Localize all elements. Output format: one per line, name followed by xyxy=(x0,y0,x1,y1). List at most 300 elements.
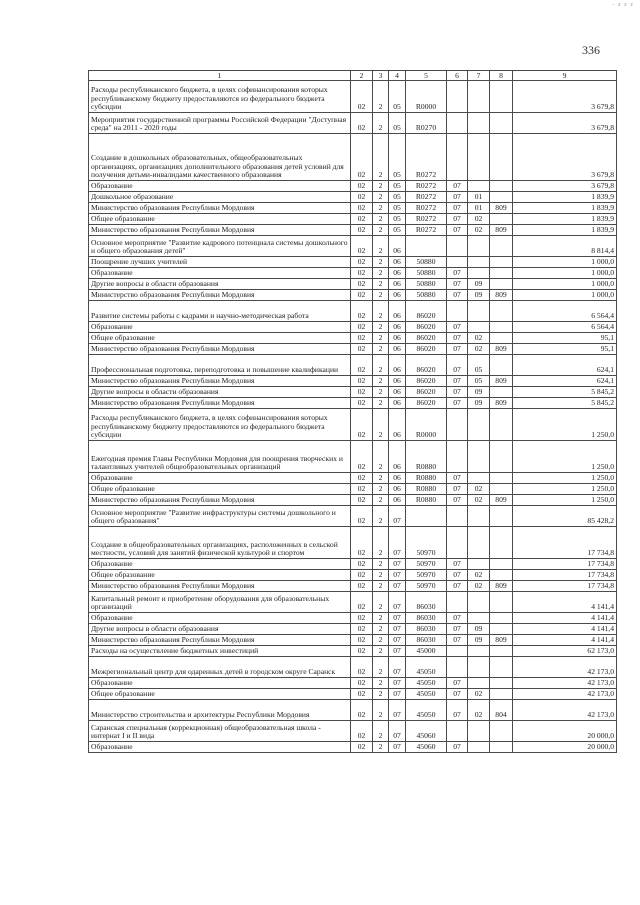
row-code-c8 xyxy=(490,301,513,322)
row-code-c5: 86020 xyxy=(406,322,447,333)
row-amount: 1 839,9 xyxy=(513,203,617,214)
row-code-c2: 02 xyxy=(351,376,373,387)
row-code-c5: 50970 xyxy=(406,581,447,592)
row-amount: 4 141,4 xyxy=(513,635,617,646)
row-code-c4: 06 xyxy=(389,290,406,301)
row-amount: 3 679,8 xyxy=(513,181,617,192)
row-code-c2: 02 xyxy=(351,181,373,192)
row-code-c5: R0000 xyxy=(406,409,447,441)
row-code-c3: 2 xyxy=(373,409,389,441)
row-amount: 17 734,8 xyxy=(513,559,617,570)
row-code-c5: 45060 xyxy=(406,721,447,742)
row-code-c3: 2 xyxy=(373,473,389,484)
row-amount: 42 173,0 xyxy=(513,689,617,700)
row-code-c3: 2 xyxy=(373,700,389,721)
row-amount: 624,1 xyxy=(513,355,617,376)
row-code-c7: 02 xyxy=(468,581,490,592)
row-code-c8: 809 xyxy=(490,581,513,592)
row-code-c4: 07 xyxy=(389,657,406,678)
row-code-c4: 07 xyxy=(389,581,406,592)
row-code-c6 xyxy=(447,236,468,257)
table-row xyxy=(89,192,617,203)
row-code-c3: 2 xyxy=(373,441,389,473)
row-code-c3: 2 xyxy=(373,355,389,376)
header-cell: 2 xyxy=(351,71,373,81)
row-amount: 1 000,0 xyxy=(513,257,617,268)
row-code-c2: 02 xyxy=(351,225,373,236)
row-code-c3: 2 xyxy=(373,214,389,225)
row-code-c5: 86020 xyxy=(406,355,447,376)
row-code-c7: 09 xyxy=(468,635,490,646)
row-code-c8 xyxy=(490,570,513,581)
row-amount: 1 000,0 xyxy=(513,290,617,301)
row-code-c5: R0270 xyxy=(406,113,447,134)
row-code-c7 xyxy=(468,81,490,113)
row-code-c8 xyxy=(490,742,513,753)
row-code-c2: 02 xyxy=(351,635,373,646)
table-row xyxy=(89,635,617,646)
row-code-c7 xyxy=(468,181,490,192)
row-code-c2: 02 xyxy=(351,473,373,484)
row-code-c8 xyxy=(490,657,513,678)
row-name: Капитальный ремонт и приобретение оборудования для образовательных организаций xyxy=(89,592,351,613)
row-code-c8 xyxy=(490,333,513,344)
row-code-c5: 86020 xyxy=(406,301,447,322)
row-code-c3: 2 xyxy=(373,495,389,506)
row-code-c6: 07 xyxy=(447,495,468,506)
row-code-c4: 07 xyxy=(389,678,406,689)
row-code-c7: 01 xyxy=(468,192,490,203)
table-row xyxy=(89,441,617,473)
row-name: Общее образование xyxy=(89,214,351,225)
row-amount: 20 000,0 xyxy=(513,742,617,753)
row-name: Расходы республиканского бюджета, в целях софинансирования которых республиканскому бюджету предоставляются из федерального бюджета субсидии xyxy=(89,409,351,441)
row-code-c8 xyxy=(490,387,513,398)
row-code-c2: 02 xyxy=(351,495,373,506)
row-name: Министерство образования Республики Мордовия xyxy=(89,225,351,236)
header-cell: 4 xyxy=(389,71,406,81)
row-code-c7 xyxy=(468,646,490,657)
header-cell: 9 xyxy=(513,71,617,81)
row-code-c5: 45000 xyxy=(406,646,447,657)
row-code-c4: 06 xyxy=(389,409,406,441)
row-code-c8 xyxy=(490,689,513,700)
row-code-c5: 45050 xyxy=(406,700,447,721)
row-code-c8: 809 xyxy=(490,398,513,409)
row-code-c8 xyxy=(490,409,513,441)
table-row xyxy=(89,678,617,689)
row-code-c6: 07 xyxy=(447,290,468,301)
row-code-c2: 02 xyxy=(351,409,373,441)
table-row xyxy=(89,322,617,333)
row-amount: 17 734,8 xyxy=(513,581,617,592)
row-code-c6: 07 xyxy=(447,181,468,192)
row-code-c6 xyxy=(447,721,468,742)
row-code-c8: 809 xyxy=(490,495,513,506)
row-name: Образование xyxy=(89,268,351,279)
row-name: Поощрение лучших учителей xyxy=(89,257,351,268)
table-row xyxy=(89,236,617,257)
row-code-c2: 02 xyxy=(351,192,373,203)
row-code-c3: 2 xyxy=(373,113,389,134)
row-code-c6 xyxy=(447,592,468,613)
row-code-c7 xyxy=(468,657,490,678)
row-name: Развитие системы работы с кадрами и научно-методическая работа xyxy=(89,301,351,322)
row-code-c5: 50880 xyxy=(406,279,447,290)
row-code-c4: 06 xyxy=(389,257,406,268)
row-code-c6 xyxy=(447,113,468,134)
row-amount: 1 250,0 xyxy=(513,495,617,506)
row-code-c4: 06 xyxy=(389,376,406,387)
row-code-c8 xyxy=(490,322,513,333)
table-row xyxy=(89,624,617,635)
row-code-c6: 07 xyxy=(447,355,468,376)
table-row xyxy=(89,742,617,753)
row-amount: 1 839,9 xyxy=(513,214,617,225)
row-name: Министерство образования Республики Мордовия xyxy=(89,581,351,592)
row-name: Общее образование xyxy=(89,689,351,700)
row-code-c5: 45050 xyxy=(406,678,447,689)
table-row xyxy=(89,214,617,225)
row-code-c2: 02 xyxy=(351,134,373,181)
row-code-c4: 07 xyxy=(389,592,406,613)
row-code-c2: 02 xyxy=(351,506,373,527)
row-code-c4: 07 xyxy=(389,506,406,527)
row-code-c8 xyxy=(490,268,513,279)
row-code-c8 xyxy=(490,506,513,527)
row-code-c7: 09 xyxy=(468,387,490,398)
row-amount: 5 845,2 xyxy=(513,387,617,398)
table-row xyxy=(89,333,617,344)
row-name: Общее образование xyxy=(89,570,351,581)
row-code-c4: 05 xyxy=(389,214,406,225)
row-name: Межрегиональный центр для одаренных детей в городском округе Саранск xyxy=(89,657,351,678)
row-code-c3: 2 xyxy=(373,506,389,527)
row-code-c2: 02 xyxy=(351,570,373,581)
table-row xyxy=(89,387,617,398)
row-code-c2: 02 xyxy=(351,624,373,635)
row-amount: 42 173,0 xyxy=(513,657,617,678)
row-code-c5: R0272 xyxy=(406,134,447,181)
row-code-c6: 07 xyxy=(447,214,468,225)
table-row xyxy=(89,376,617,387)
row-name: Образование xyxy=(89,613,351,624)
row-code-c7: 09 xyxy=(468,279,490,290)
row-code-c5: R0000 xyxy=(406,81,447,113)
row-code-c4: 05 xyxy=(389,225,406,236)
row-code-c8 xyxy=(490,113,513,134)
row-code-c6: 07 xyxy=(447,700,468,721)
row-name: Образование xyxy=(89,181,351,192)
row-code-c4: 05 xyxy=(389,203,406,214)
row-code-c8: 804 xyxy=(490,700,513,721)
table-row xyxy=(89,506,617,527)
row-code-c7: 02 xyxy=(468,344,490,355)
row-code-c8 xyxy=(490,721,513,742)
row-code-c7 xyxy=(468,678,490,689)
table-row xyxy=(89,527,617,559)
row-code-c6: 07 xyxy=(447,322,468,333)
row-amount: 6 564,4 xyxy=(513,301,617,322)
row-code-c4: 06 xyxy=(389,355,406,376)
row-name: Другие вопросы в области образования xyxy=(89,387,351,398)
row-amount: 95,1 xyxy=(513,344,617,355)
row-code-c4: 06 xyxy=(389,495,406,506)
table-row xyxy=(89,290,617,301)
table-row xyxy=(89,495,617,506)
row-amount: 17 734,8 xyxy=(513,570,617,581)
row-code-c4: 05 xyxy=(389,181,406,192)
row-code-c3: 2 xyxy=(373,268,389,279)
row-code-c7 xyxy=(468,134,490,181)
row-code-c5: 45050 xyxy=(406,689,447,700)
row-code-c3: 2 xyxy=(373,559,389,570)
row-code-c5: R0880 xyxy=(406,484,447,495)
row-code-c5: R0880 xyxy=(406,473,447,484)
table-row xyxy=(89,484,617,495)
row-code-c2: 02 xyxy=(351,613,373,624)
row-name: Ежегодная премия Главы Республики Мордовия для поощрения творческих и талантливых учителей общеобразовательных организаций xyxy=(89,441,351,473)
row-amount: 3 679,8 xyxy=(513,113,617,134)
table-row xyxy=(89,268,617,279)
row-code-c7 xyxy=(468,257,490,268)
row-code-c6 xyxy=(447,409,468,441)
row-code-c8: 809 xyxy=(490,203,513,214)
row-code-c8 xyxy=(490,257,513,268)
row-code-c4: 06 xyxy=(389,279,406,290)
row-code-c3: 2 xyxy=(373,742,389,753)
row-code-c5: 45050 xyxy=(406,657,447,678)
row-code-c6: 07 xyxy=(447,473,468,484)
row-code-c6: 07 xyxy=(447,678,468,689)
row-code-c8: 809 xyxy=(490,635,513,646)
row-code-c6: 07 xyxy=(447,203,468,214)
table-row xyxy=(89,301,617,322)
row-code-c5: 50970 xyxy=(406,527,447,559)
row-code-c3: 2 xyxy=(373,646,389,657)
row-name: Основное мероприятие "Развитие кадрового потенциала системы дошкольного и общего образования детей" xyxy=(89,236,351,257)
row-name: Образование xyxy=(89,473,351,484)
row-code-c4: 06 xyxy=(389,387,406,398)
row-code-c3: 2 xyxy=(373,721,389,742)
row-code-c6: 07 xyxy=(447,559,468,570)
table-row xyxy=(89,592,617,613)
row-amount: 20 000,0 xyxy=(513,721,617,742)
table-row xyxy=(89,570,617,581)
row-code-c3: 2 xyxy=(373,689,389,700)
row-code-c2: 02 xyxy=(351,689,373,700)
row-code-c7: 05 xyxy=(468,376,490,387)
row-code-c7: 02 xyxy=(468,495,490,506)
row-code-c6: 07 xyxy=(447,689,468,700)
row-code-c2: 02 xyxy=(351,700,373,721)
row-code-c5: 50970 xyxy=(406,570,447,581)
row-code-c5 xyxy=(406,236,447,257)
row-code-c2: 02 xyxy=(351,322,373,333)
row-code-c6 xyxy=(447,506,468,527)
row-code-c3: 2 xyxy=(373,225,389,236)
table-row xyxy=(89,721,617,742)
row-code-c8 xyxy=(490,236,513,257)
row-code-c2: 02 xyxy=(351,355,373,376)
row-code-c4: 07 xyxy=(389,721,406,742)
row-code-c3: 2 xyxy=(373,333,389,344)
row-code-c2: 02 xyxy=(351,257,373,268)
header-cell: 3 xyxy=(373,71,389,81)
row-code-c8 xyxy=(490,484,513,495)
row-name: Образование xyxy=(89,742,351,753)
row-amount: 42 173,0 xyxy=(513,700,617,721)
row-code-c7 xyxy=(468,301,490,322)
row-name: Образование xyxy=(89,322,351,333)
row-code-c7: 02 xyxy=(468,214,490,225)
row-amount: 95,1 xyxy=(513,333,617,344)
row-name: Другие вопросы в области образования xyxy=(89,624,351,635)
row-amount: 3 679,8 xyxy=(513,134,617,181)
row-code-c6: 07 xyxy=(447,570,468,581)
table-row xyxy=(89,473,617,484)
row-code-c7 xyxy=(468,441,490,473)
row-code-c6 xyxy=(447,646,468,657)
row-code-c3: 2 xyxy=(373,624,389,635)
row-code-c5: 86030 xyxy=(406,635,447,646)
row-name: Министерство образования Республики Мордовия xyxy=(89,495,351,506)
row-name: Образование xyxy=(89,559,351,570)
row-code-c2: 02 xyxy=(351,646,373,657)
row-code-c3: 2 xyxy=(373,290,389,301)
row-code-c7 xyxy=(468,527,490,559)
row-code-c5: 86020 xyxy=(406,344,447,355)
row-amount: 1 250,0 xyxy=(513,484,617,495)
header-cell: 1 xyxy=(89,71,351,81)
row-code-c2: 02 xyxy=(351,333,373,344)
row-code-c3: 2 xyxy=(373,192,389,203)
row-code-c4: 06 xyxy=(389,441,406,473)
row-code-c7: 09 xyxy=(468,624,490,635)
table-row xyxy=(89,257,617,268)
table-row xyxy=(89,134,617,181)
row-code-c4: 07 xyxy=(389,689,406,700)
row-code-c7: 05 xyxy=(468,355,490,376)
row-code-c7: 01 xyxy=(468,203,490,214)
scan-corner-mark: - z z z xyxy=(612,2,634,8)
row-code-c8 xyxy=(490,441,513,473)
header-row xyxy=(89,71,617,81)
row-amount: 85 428,2 xyxy=(513,506,617,527)
row-code-c2: 02 xyxy=(351,203,373,214)
row-amount: 1 250,0 xyxy=(513,441,617,473)
row-code-c7 xyxy=(468,113,490,134)
row-code-c5: 86020 xyxy=(406,333,447,344)
row-code-c6: 07 xyxy=(447,225,468,236)
table-row xyxy=(89,581,617,592)
row-code-c5: 45060 xyxy=(406,742,447,753)
row-code-c4: 06 xyxy=(389,398,406,409)
row-code-c2: 02 xyxy=(351,279,373,290)
table-row xyxy=(89,203,617,214)
row-amount: 8 814,4 xyxy=(513,236,617,257)
header-cell: 5 xyxy=(406,71,447,81)
header-cell: 7 xyxy=(468,71,490,81)
row-code-c4: 06 xyxy=(389,344,406,355)
table-body xyxy=(89,81,617,753)
row-code-c7: 09 xyxy=(468,398,490,409)
row-code-c7 xyxy=(468,268,490,279)
row-amount: 1 839,9 xyxy=(513,192,617,203)
header-cell: 6 xyxy=(447,71,468,81)
row-code-c6: 07 xyxy=(447,398,468,409)
row-code-c3: 2 xyxy=(373,398,389,409)
row-code-c8 xyxy=(490,134,513,181)
row-name: Министерство образования Республики Мордовия xyxy=(89,290,351,301)
table-row xyxy=(89,689,617,700)
row-code-c2: 02 xyxy=(351,387,373,398)
row-code-c2: 02 xyxy=(351,398,373,409)
row-amount: 4 141,4 xyxy=(513,613,617,624)
row-amount: 17 734,8 xyxy=(513,527,617,559)
row-name: Дошкольное образование xyxy=(89,192,351,203)
row-code-c8 xyxy=(490,624,513,635)
row-code-c7: 02 xyxy=(468,225,490,236)
row-code-c6: 07 xyxy=(447,344,468,355)
row-code-c4: 07 xyxy=(389,559,406,570)
row-code-c3: 2 xyxy=(373,527,389,559)
row-code-c5: 86020 xyxy=(406,398,447,409)
row-code-c5: 50970 xyxy=(406,559,447,570)
row-amount: 624,1 xyxy=(513,376,617,387)
row-code-c3: 2 xyxy=(373,678,389,689)
row-code-c2: 02 xyxy=(351,527,373,559)
row-code-c8 xyxy=(490,81,513,113)
row-code-c8 xyxy=(490,473,513,484)
row-code-c3: 2 xyxy=(373,257,389,268)
row-code-c7 xyxy=(468,236,490,257)
row-code-c7 xyxy=(468,322,490,333)
row-code-c6: 07 xyxy=(447,279,468,290)
row-code-c3: 2 xyxy=(373,81,389,113)
row-amount: 1 000,0 xyxy=(513,279,617,290)
row-code-c2: 02 xyxy=(351,344,373,355)
row-code-c2: 02 xyxy=(351,441,373,473)
row-code-c5: R0272 xyxy=(406,192,447,203)
row-code-c3: 2 xyxy=(373,181,389,192)
table-row xyxy=(89,355,617,376)
table-row xyxy=(89,646,617,657)
table-row xyxy=(89,559,617,570)
row-code-c5: 86020 xyxy=(406,387,447,398)
row-code-c8: 809 xyxy=(490,290,513,301)
row-amount: 42 173,0 xyxy=(513,678,617,689)
row-code-c4: 07 xyxy=(389,646,406,657)
row-code-c2: 02 xyxy=(351,592,373,613)
row-code-c4: 05 xyxy=(389,113,406,134)
row-amount: 4 141,4 xyxy=(513,592,617,613)
row-name: Общее образование xyxy=(89,484,351,495)
row-code-c2: 02 xyxy=(351,236,373,257)
row-code-c2: 02 xyxy=(351,113,373,134)
row-name: Образование xyxy=(89,678,351,689)
row-code-c7 xyxy=(468,721,490,742)
page-number: 336 xyxy=(582,43,600,57)
table-row xyxy=(89,181,617,192)
row-code-c7 xyxy=(468,742,490,753)
row-code-c6 xyxy=(447,81,468,113)
row-code-c2: 02 xyxy=(351,678,373,689)
row-code-c4: 07 xyxy=(389,624,406,635)
row-code-c6: 07 xyxy=(447,742,468,753)
row-code-c6 xyxy=(447,441,468,473)
row-name: Министерство образования Республики Мордовия xyxy=(89,203,351,214)
